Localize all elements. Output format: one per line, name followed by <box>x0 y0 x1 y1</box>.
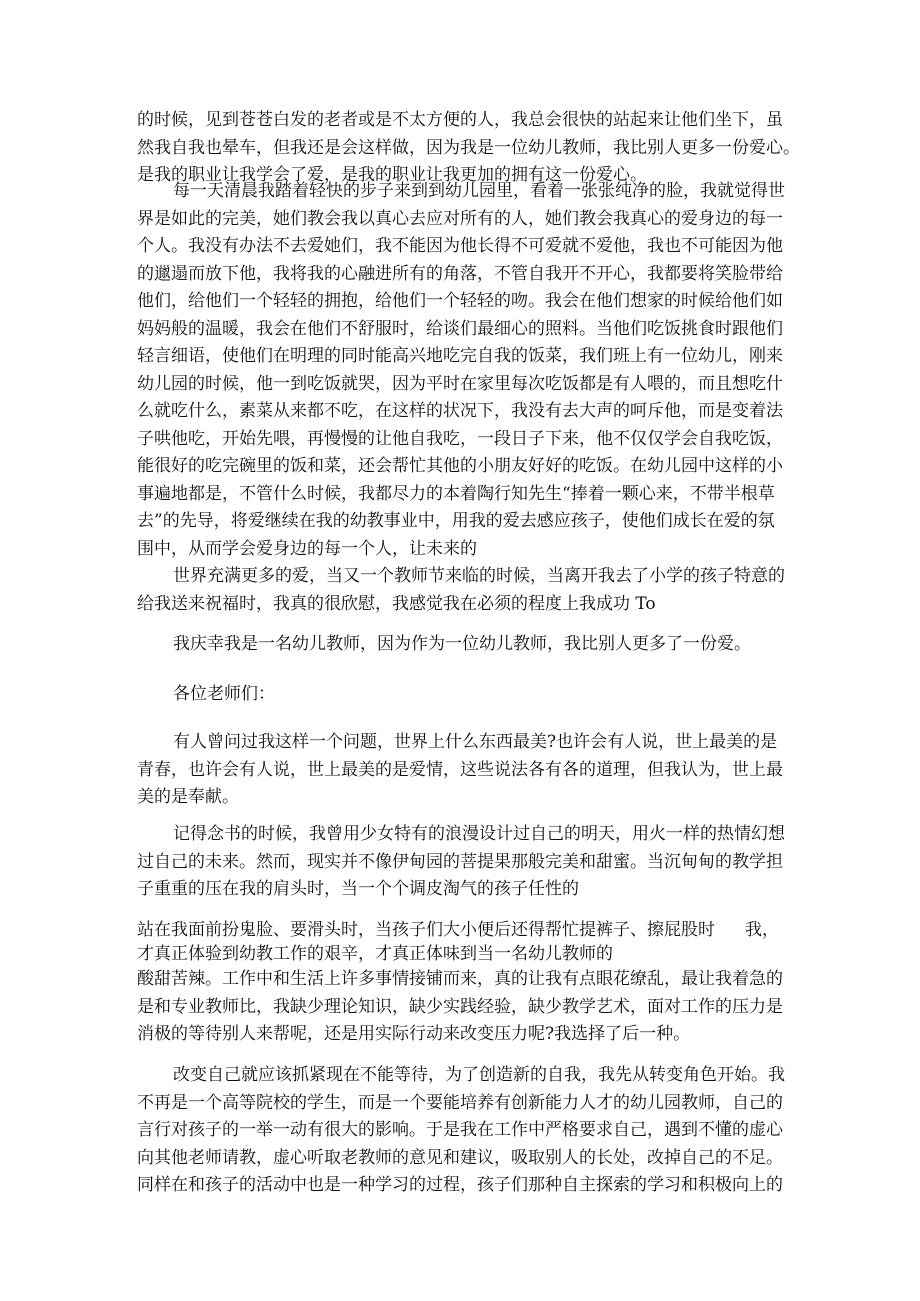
text-line: 他们，给他们一个轻轻的拥抱，给他们一个轻轻的吻。我会在他们想家的时候给他们如 <box>137 291 783 311</box>
text-line <box>137 918 797 942</box>
text-line: 围中，从而学会爱身边的每一个人，让未来的 <box>137 538 477 559</box>
text-line: 界是如此的完美，她们教会我以真心去应对所有的人，她们教会我真心的爱身边的每一 <box>137 208 783 229</box>
text-line: 言行对孩子的一举一动有很大的影响。于是我在工作中严格要求自己，遇到不懂的虚心 <box>137 1120 783 1140</box>
text-line: 去”的先导，将爱继续在我的幼教事业中，用我的爱去感应孩子，使他们成长在爱的氛 <box>137 511 775 531</box>
text-line: 给我送来祝福时，我真的很欣慰，我感觉我在必须的程度上我成功 To <box>137 593 656 614</box>
text-line: 才真正体验到幼教工作的艰辛，才真正体味到当一名幼儿教师的 <box>137 944 613 964</box>
text-line: 青春，也许会有人说，世上最美的是爱情，这些说法各有各的道理，但我认为，世上最 <box>137 759 783 780</box>
text-line: 的邋遢而放下他，我将我的心融进所有的角落，不管自我开不开心，我都要将笑脸带给 <box>137 263 783 284</box>
text-line: 记得念书的时候，我曾用少女特有的浪漫设计过自己的明天，用火一样的热情幻想 <box>173 824 785 844</box>
text-line: 过自己的未来。然而，现实并不像伊甸园的菩提果那般完美和甜蜜。当沉甸甸的教学担 <box>137 851 783 872</box>
text-line: 是我的职业让我学会了爱，是我的职业让我更加的拥有这一份爱心。 <box>137 165 647 185</box>
text-line: 每一天清晨我踏着轻快的步子来到到幼儿园里，看着一张张纯净的脸，我就觉得世 <box>173 181 785 201</box>
text-line: 么就吃什么，素菜从来都不吃，在这样的状况下，我没有去大声的呵斥他，而是变着法 <box>137 401 783 421</box>
text-line: 消极的等待别人来帮呢，还是用实际行动来改变压力呢?我选择了后一种。 <box>137 1024 691 1044</box>
text-line: 轻言细语，使他们在明理的同时能高兴地吃完自我的饭菜，我们班上有一位幼儿，刚来 <box>137 346 783 366</box>
text-line: 有人曾问过我这样一个问题，世界上什么东西最美?也许会有人说，世上最美的是 <box>173 732 778 752</box>
text-line: 子哄他吃，开始先喂，再慢慢的让他自我吃，一段日子下来，他不仅仅学会自我吃饭， <box>137 428 783 449</box>
text-line: 向其他老师请教，虚心听取老教师的意见和建议，吸取别人的长处，改掉自己的不足。 <box>137 1147 783 1168</box>
text-line: 个人。我没有办法不去爱她们，我不能因为他长得不可爱就不爱他，我也不可能因为他 <box>137 236 783 256</box>
paragraph-8 <box>137 918 797 1049</box>
paragraph-7 <box>137 821 797 904</box>
text-line: 同样在和孩子的活动中也是一种学习的过程，孩子们那种自主探索的学习和积极向上的 <box>137 1175 783 1195</box>
paragraph-9 <box>137 1062 797 1200</box>
text-line: 改变自己就应该抓紧现在不能等待，为了创造新的自我，我先从转变角色开始。我 <box>173 1065 785 1085</box>
text-segment: 站在我面前扮鬼脸、要滑头时，当孩子们大小便后还得帮忙提裤子、擦屁股时 <box>137 920 715 940</box>
text-line: 能很好的吃完碗里的饭和菜，还会帮忙其他的小朋友好好的吃饭。在幼儿园中这样的小 <box>137 456 783 476</box>
text-line: 各位老师们： <box>173 684 275 704</box>
paragraph-6 <box>137 729 797 812</box>
paragraph-2 <box>137 178 797 563</box>
salutation <box>137 681 797 709</box>
text-line: 幼儿园的时候，他一到吃饭就哭，因为平时在家里每次吃饭都是有人喂的，而且想吃什 <box>137 373 783 394</box>
text-line: 的时候，见到苍苍白发的老者或是不太方便的人，我总会很快的站起来让他们坐下，虽 <box>137 110 783 130</box>
text-line: 事遍地都是，不管什么时候，我都尽力的本着陶行知先生“捧着一颗心来，不带半根草 <box>137 483 775 504</box>
paragraph-4 <box>137 631 797 659</box>
text-line: 世界充满更多的爱，当又一个教师节来临的时候，当离开我去了小学的孩子特意的 <box>173 566 785 586</box>
text-line: 我庆幸我是一名幼儿教师，因为作为一位幼儿教师，我比别人更多了一份爱。 <box>173 634 751 654</box>
text-line: 然我自我也晕车，但我还是会这样做，因为我是一位幼儿教师，我比别人更多一份爱心。 <box>137 137 800 158</box>
text-line: 美的是奉献。 <box>137 787 239 807</box>
text-line: 不再是一个高等院校的学生，而是一个要能培养有创新能力人才的幼儿园教师，自己的 <box>137 1092 783 1113</box>
text-line: 酸甜苦辣。工作中和生活上许多事情接铺而来，真的让我有点眼花缭乱，最让我着急的 <box>137 969 783 989</box>
paragraph-3 <box>137 563 797 618</box>
text-line: 子重重的压在我的肩头时，当一个个调皮淘气的孩子任性的 <box>137 879 579 899</box>
text-line: 是和专业教师比，我缺少理论知识，缺少实践经验，缺少教学艺术，面对工作的压力是 <box>137 996 783 1017</box>
text-line: 妈妈般的温暖，我会在他们不舒服时，给谈们最细心的照料。当他们吃饭挑食时跟他们 <box>137 318 783 339</box>
text-segment: 我， <box>745 920 779 940</box>
